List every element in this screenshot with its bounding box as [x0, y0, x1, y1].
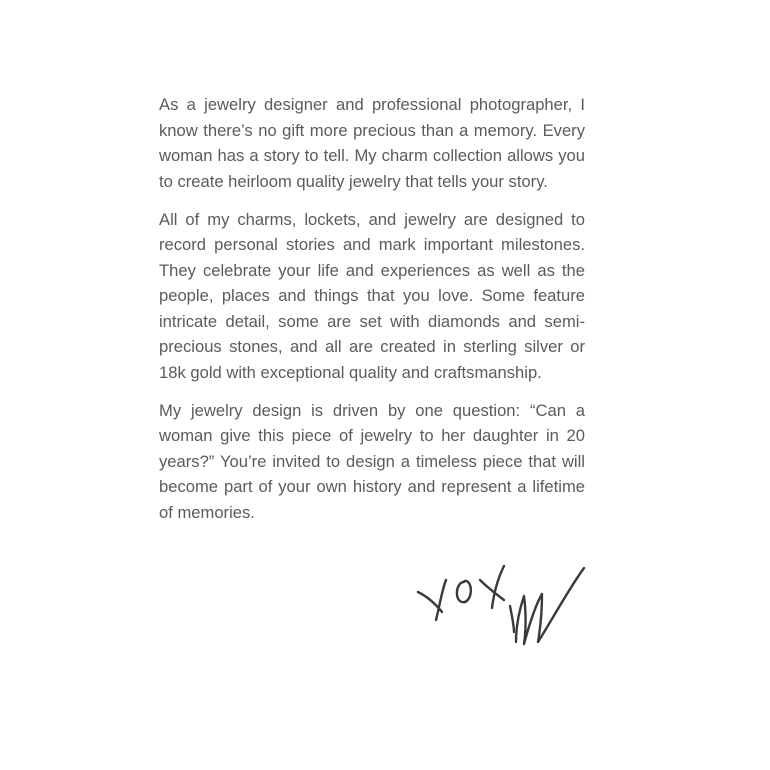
- handwritten-signature: [412, 560, 592, 655]
- paragraph-intro: As a jewelry designer and professional photographer, I know there’s no gift more precious than a memory. Every woman has a story to tell. My charm collection allows you to create heirloom quality jewelry that tells your story.: [159, 95, 585, 191]
- paragraph-question: My jewelry design is driven by one question: “Can a woman give this piece of jewelry to her daughter in 20 years?” You’re invited to design a timeless piece that will become part of your own history and represent a lifetime of memories.: [159, 400, 585, 522]
- paragraph-craft: All of my charms, lockets, and jewelry are designed to record personal stories and mark important milestones. They celebrate your life and experiences as well as the people, places and things that you love. Some feature intricate detail, some are set with diamonds and semi-precious stones, and all are created in sterling silver or 18k gold with exceptional quality and craftsmanship.: [159, 209, 585, 382]
- letter-body: [159, 92, 585, 538]
- signature-drawing: [412, 560, 592, 655]
